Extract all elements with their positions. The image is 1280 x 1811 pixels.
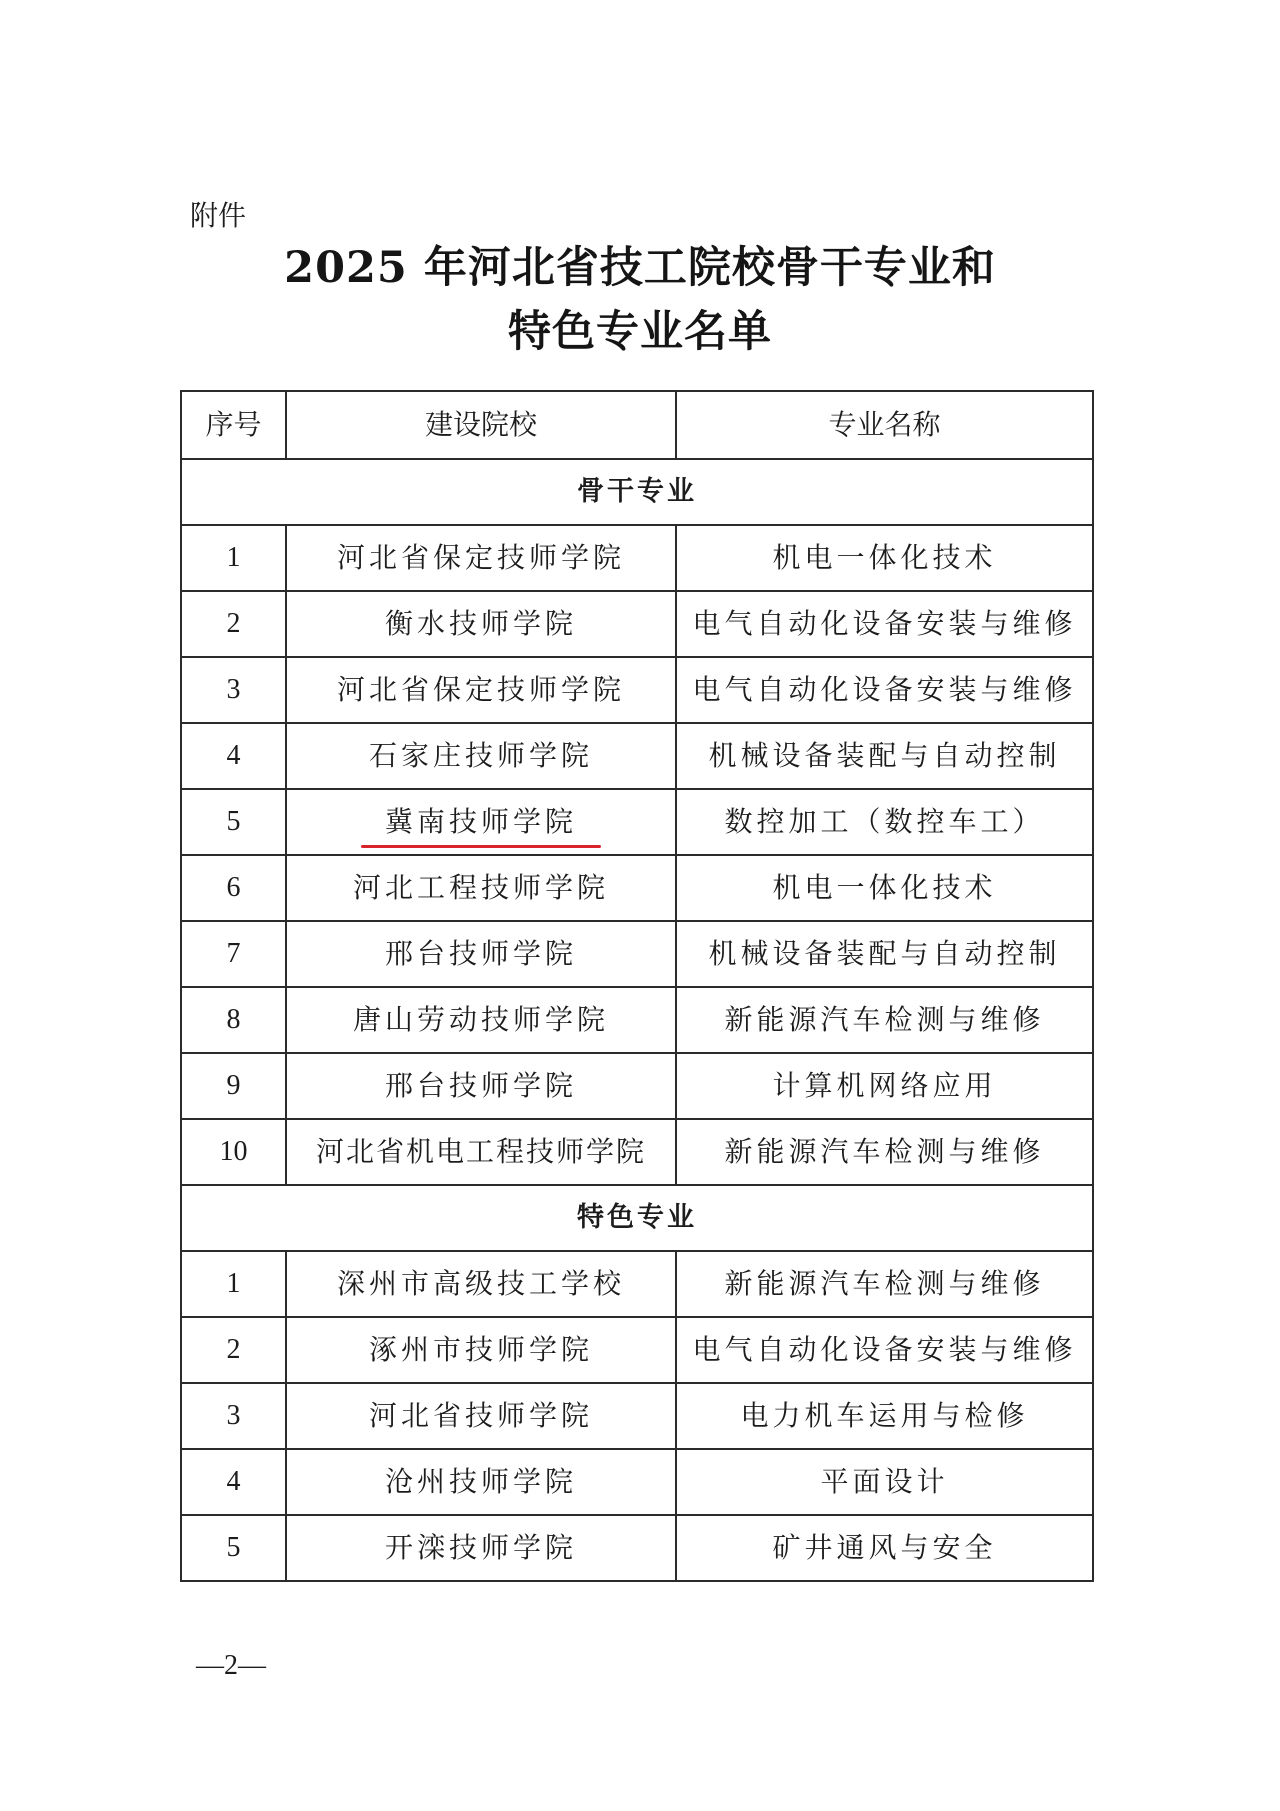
attachment-label: 附件 — [190, 199, 247, 232]
table-row — [181, 1383, 1093, 1449]
row-school: 河北省保定技师学院 — [286, 657, 676, 723]
table-row — [181, 789, 1093, 855]
row-school: 河北省机电工程技师学院 — [286, 1119, 676, 1185]
table-row — [181, 1251, 1093, 1317]
row-major: 新能源汽车检测与维修 — [676, 1251, 1093, 1317]
page-number: —2— — [196, 1650, 266, 1681]
specialty-list-table — [180, 390, 1094, 1582]
row-index: 4 — [181, 723, 286, 789]
section-title: 特色专业 — [181, 1185, 1093, 1251]
table-row — [181, 921, 1093, 987]
table-row — [181, 987, 1093, 1053]
row-school: 沧州技师学院 — [286, 1449, 676, 1515]
row-major: 机械设备装配与自动控制 — [676, 723, 1093, 789]
row-major: 新能源汽车检测与维修 — [676, 1119, 1093, 1185]
row-major: 新能源汽车检测与维修 — [676, 987, 1093, 1053]
row-index: 10 — [181, 1119, 286, 1185]
table-row — [181, 1515, 1093, 1581]
section-row-featured — [181, 1185, 1093, 1251]
row-index: 4 — [181, 1449, 286, 1515]
table-row — [181, 723, 1093, 789]
row-school: 涿州市技师学院 — [286, 1317, 676, 1383]
row-index: 5 — [181, 1515, 286, 1581]
row-school: 石家庄技师学院 — [286, 723, 676, 789]
row-major: 电气自动化设备安装与维修 — [676, 1317, 1093, 1383]
table-row — [181, 525, 1093, 591]
row-school: 邢台技师学院 — [286, 921, 676, 987]
row-index: 2 — [181, 591, 286, 657]
row-school: 河北工程技师学院 — [286, 855, 676, 921]
table-row — [181, 1317, 1093, 1383]
row-major: 计算机网络应用 — [676, 1053, 1093, 1119]
table-row — [181, 855, 1093, 921]
section-title: 骨干专业 — [181, 459, 1093, 525]
row-index: 8 — [181, 987, 286, 1053]
table-row — [181, 657, 1093, 723]
section-row-backbone — [181, 459, 1093, 525]
row-school: 开滦技师学院 — [286, 1515, 676, 1581]
row-index: 1 — [181, 1251, 286, 1317]
row-major: 平面设计 — [676, 1449, 1093, 1515]
row-index: 3 — [181, 1383, 286, 1449]
table-header-row — [181, 391, 1093, 459]
row-school: 邢台技师学院 — [286, 1053, 676, 1119]
row-major: 机械设备装配与自动控制 — [676, 921, 1093, 987]
row-index: 6 — [181, 855, 286, 921]
header-school: 建设院校 — [286, 391, 676, 459]
row-index: 7 — [181, 921, 286, 987]
row-school: 深州市高级技工学校 — [286, 1251, 676, 1317]
row-index: 2 — [181, 1317, 286, 1383]
row-index: 5 — [181, 789, 286, 855]
row-school: 河北省保定技师学院 — [286, 525, 676, 591]
row-major: 矿井通风与安全 — [676, 1515, 1093, 1581]
header-major: 专业名称 — [676, 391, 1093, 459]
table-row — [181, 591, 1093, 657]
row-major: 数控加工（数控车工） — [676, 789, 1093, 855]
table-row — [181, 1119, 1093, 1185]
row-major: 电气自动化设备安装与维修 — [676, 591, 1093, 657]
row-school: 唐山劳动技师学院 — [286, 987, 676, 1053]
highlighted-school-name: 冀南技师学院 — [384, 805, 577, 838]
row-major: 电气自动化设备安装与维修 — [676, 657, 1093, 723]
header-index: 序号 — [181, 391, 286, 459]
row-school: 衡水技师学院 — [286, 591, 676, 657]
row-index: 3 — [181, 657, 286, 723]
row-major: 电力机车运用与检修 — [676, 1383, 1093, 1449]
table-row — [181, 1449, 1093, 1515]
table-row — [181, 1053, 1093, 1119]
row-index: 1 — [181, 525, 286, 591]
document-title-line-1: 2025 年河北省技工院校骨干专业和 — [284, 243, 996, 293]
row-school — [286, 789, 676, 855]
document-title-line-2: 特色专业名单 — [508, 307, 772, 357]
row-major: 机电一体化技术 — [676, 525, 1093, 591]
row-index: 9 — [181, 1053, 286, 1119]
row-school: 河北省技师学院 — [286, 1383, 676, 1449]
row-major: 机电一体化技术 — [676, 855, 1093, 921]
